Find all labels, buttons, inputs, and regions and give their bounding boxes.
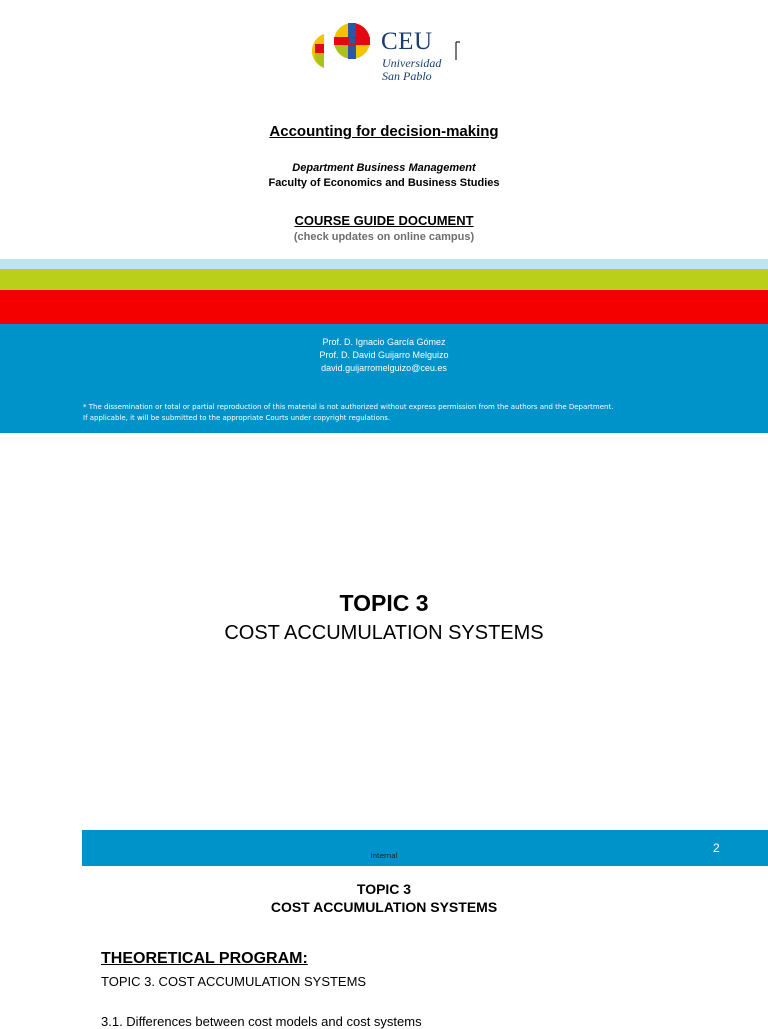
updates-note: (check updates on online campus) xyxy=(293,231,475,243)
faculty-name: Faculty of Economics and Business Studies xyxy=(268,177,500,189)
page2-topic-title: COST ACCUMULATION SYSTEMS xyxy=(270,899,498,915)
light-blue-band xyxy=(0,259,768,269)
page-number: 2 xyxy=(713,841,720,855)
author-email: david.guijarromelguizo@ceu.es xyxy=(321,363,447,373)
program-heading: THEORETICAL PROGRAM: xyxy=(101,950,308,967)
logo-university-line: Universidad xyxy=(382,56,442,70)
program-topic-line: TOPIC 3. COST ACCUMULATION SYSTEMS xyxy=(101,974,367,989)
classification-label: Internal xyxy=(370,852,398,860)
page2-topic-label: TOPIC 3 xyxy=(356,881,412,897)
author-1: Prof. D. Ignacio García Gómez xyxy=(322,337,446,347)
copyright-notice-line-1: * The dissemination or total or partial reproduction of this material is not authorized without express permission from the authors and the Department. xyxy=(83,403,614,411)
logo-wordmark: CEU xyxy=(381,28,433,55)
footer-band xyxy=(82,830,768,866)
department-name: Department Business Management xyxy=(292,162,476,174)
author-2: Prof. D. David Guijarro Melguizo xyxy=(319,350,449,360)
red-band xyxy=(0,290,768,324)
copyright-notice-line-2: If applicable, it will be submitted to the appropriate Courts under copyright regulations. xyxy=(83,414,391,422)
program-item: 3.1. Differences between cost models and cost systems xyxy=(101,1014,422,1029)
topic-title: COST ACCUMULATION SYSTEMS xyxy=(224,622,544,644)
logo-campus-line: San Pablo xyxy=(382,69,432,83)
guide-title: COURSE GUIDE DOCUMENT xyxy=(294,213,474,228)
green-band xyxy=(0,269,768,290)
course-title: Accounting for decision-making xyxy=(269,123,499,140)
topic-label: TOPIC 3 xyxy=(339,590,429,616)
